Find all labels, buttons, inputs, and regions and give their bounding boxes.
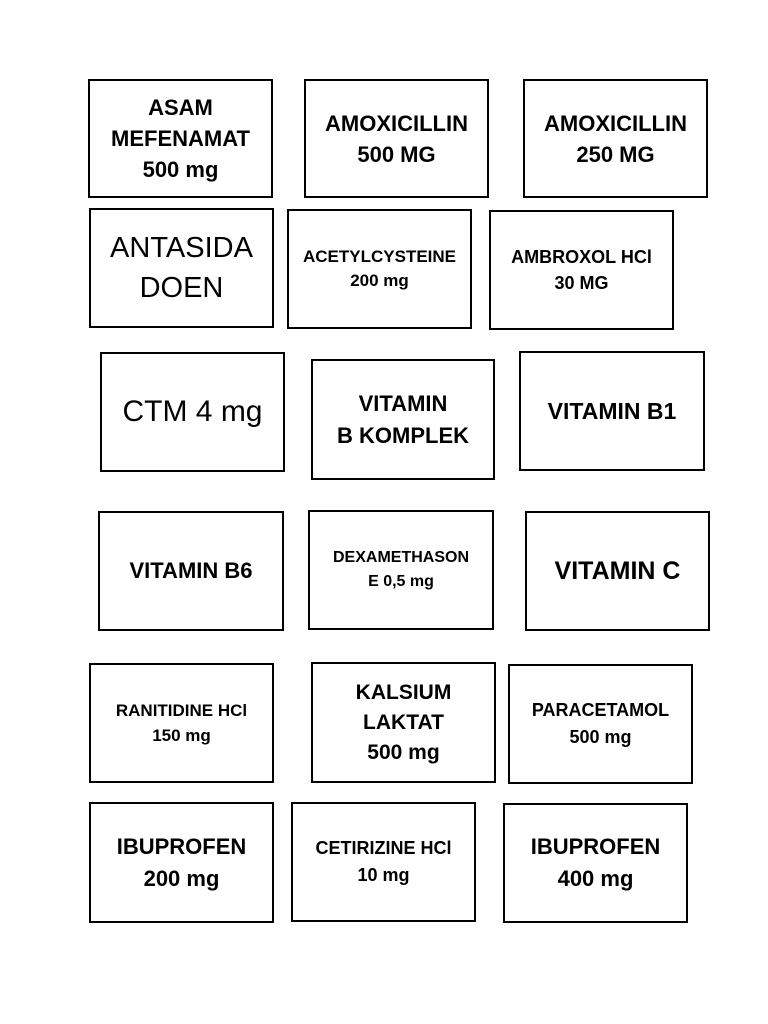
label-line: DOEN [139,272,224,304]
label-line: ANTASIDA [110,232,253,264]
label-line: 400 mg [557,866,634,891]
label-kalsium-laktat [311,662,496,783]
label-ibuprofen-200 [89,802,274,923]
label-line: AMOXICILLIN [325,110,468,136]
label-dexamethasone [308,510,494,630]
label-ranitidine [89,663,274,783]
label-line: LAKTAT [363,710,444,734]
label-line: IBUPROFEN [530,834,661,859]
label-line: VITAMIN B1 [547,398,677,424]
label-line: VITAMIN [358,390,448,416]
label-line: 150 mg [152,726,211,745]
label-ctm [100,352,285,472]
label-vitamin-b1 [519,351,705,471]
label-line: 10 mg [357,865,410,885]
label-line: 200 mg [143,865,220,891]
label-line: IBUPROFEN [116,833,247,859]
label-line: KALSIUM [355,680,452,704]
label-amoxicillin-500 [304,79,489,198]
label-line: AMOXICILLIN [544,110,687,136]
label-line: ACETYLCYSTEINE [302,247,457,266]
label-line: MEFENAMAT [111,126,250,151]
label-ibuprofen-400 [503,803,688,923]
label-antasida-doen [89,208,274,328]
label-vitamin-c [525,511,710,631]
label-line: 250 MG [576,141,655,167]
label-line: CETIRIZINE HCl [315,838,452,858]
label-amoxicillin-250 [523,79,708,198]
label-line: 500 mg [367,740,440,764]
label-line: 500 mg [569,727,632,747]
label-line: 500 mg [142,157,219,182]
label-line: 500 MG [357,141,436,167]
label-vitamin-b6 [98,511,284,631]
label-acetylcysteine [287,209,472,329]
label-line: 30 MG [554,273,609,293]
label-line: 200 mg [350,271,409,290]
label-ambroxol [489,210,674,330]
label-line: ASAM [148,95,213,120]
label-line: VITAMIN B6 [129,558,253,583]
label-vitamin-b-komplek [311,359,495,480]
label-line: E 0,5 mg [368,573,434,590]
label-cetirizine [291,802,476,922]
label-line: CTM 4 mg [122,395,263,428]
label-line: VITAMIN C [554,557,681,585]
label-line: AMBROXOL HCl [511,247,652,267]
label-line: PARACETAMOL [531,700,670,720]
label-line: B KOMPLEK [337,422,469,448]
label-line: DEXAMETHASON [332,549,469,566]
label-paracetamol [508,664,693,784]
label-line: RANITIDINE HCl [115,701,248,720]
label-asam-mefenamat [88,79,273,198]
